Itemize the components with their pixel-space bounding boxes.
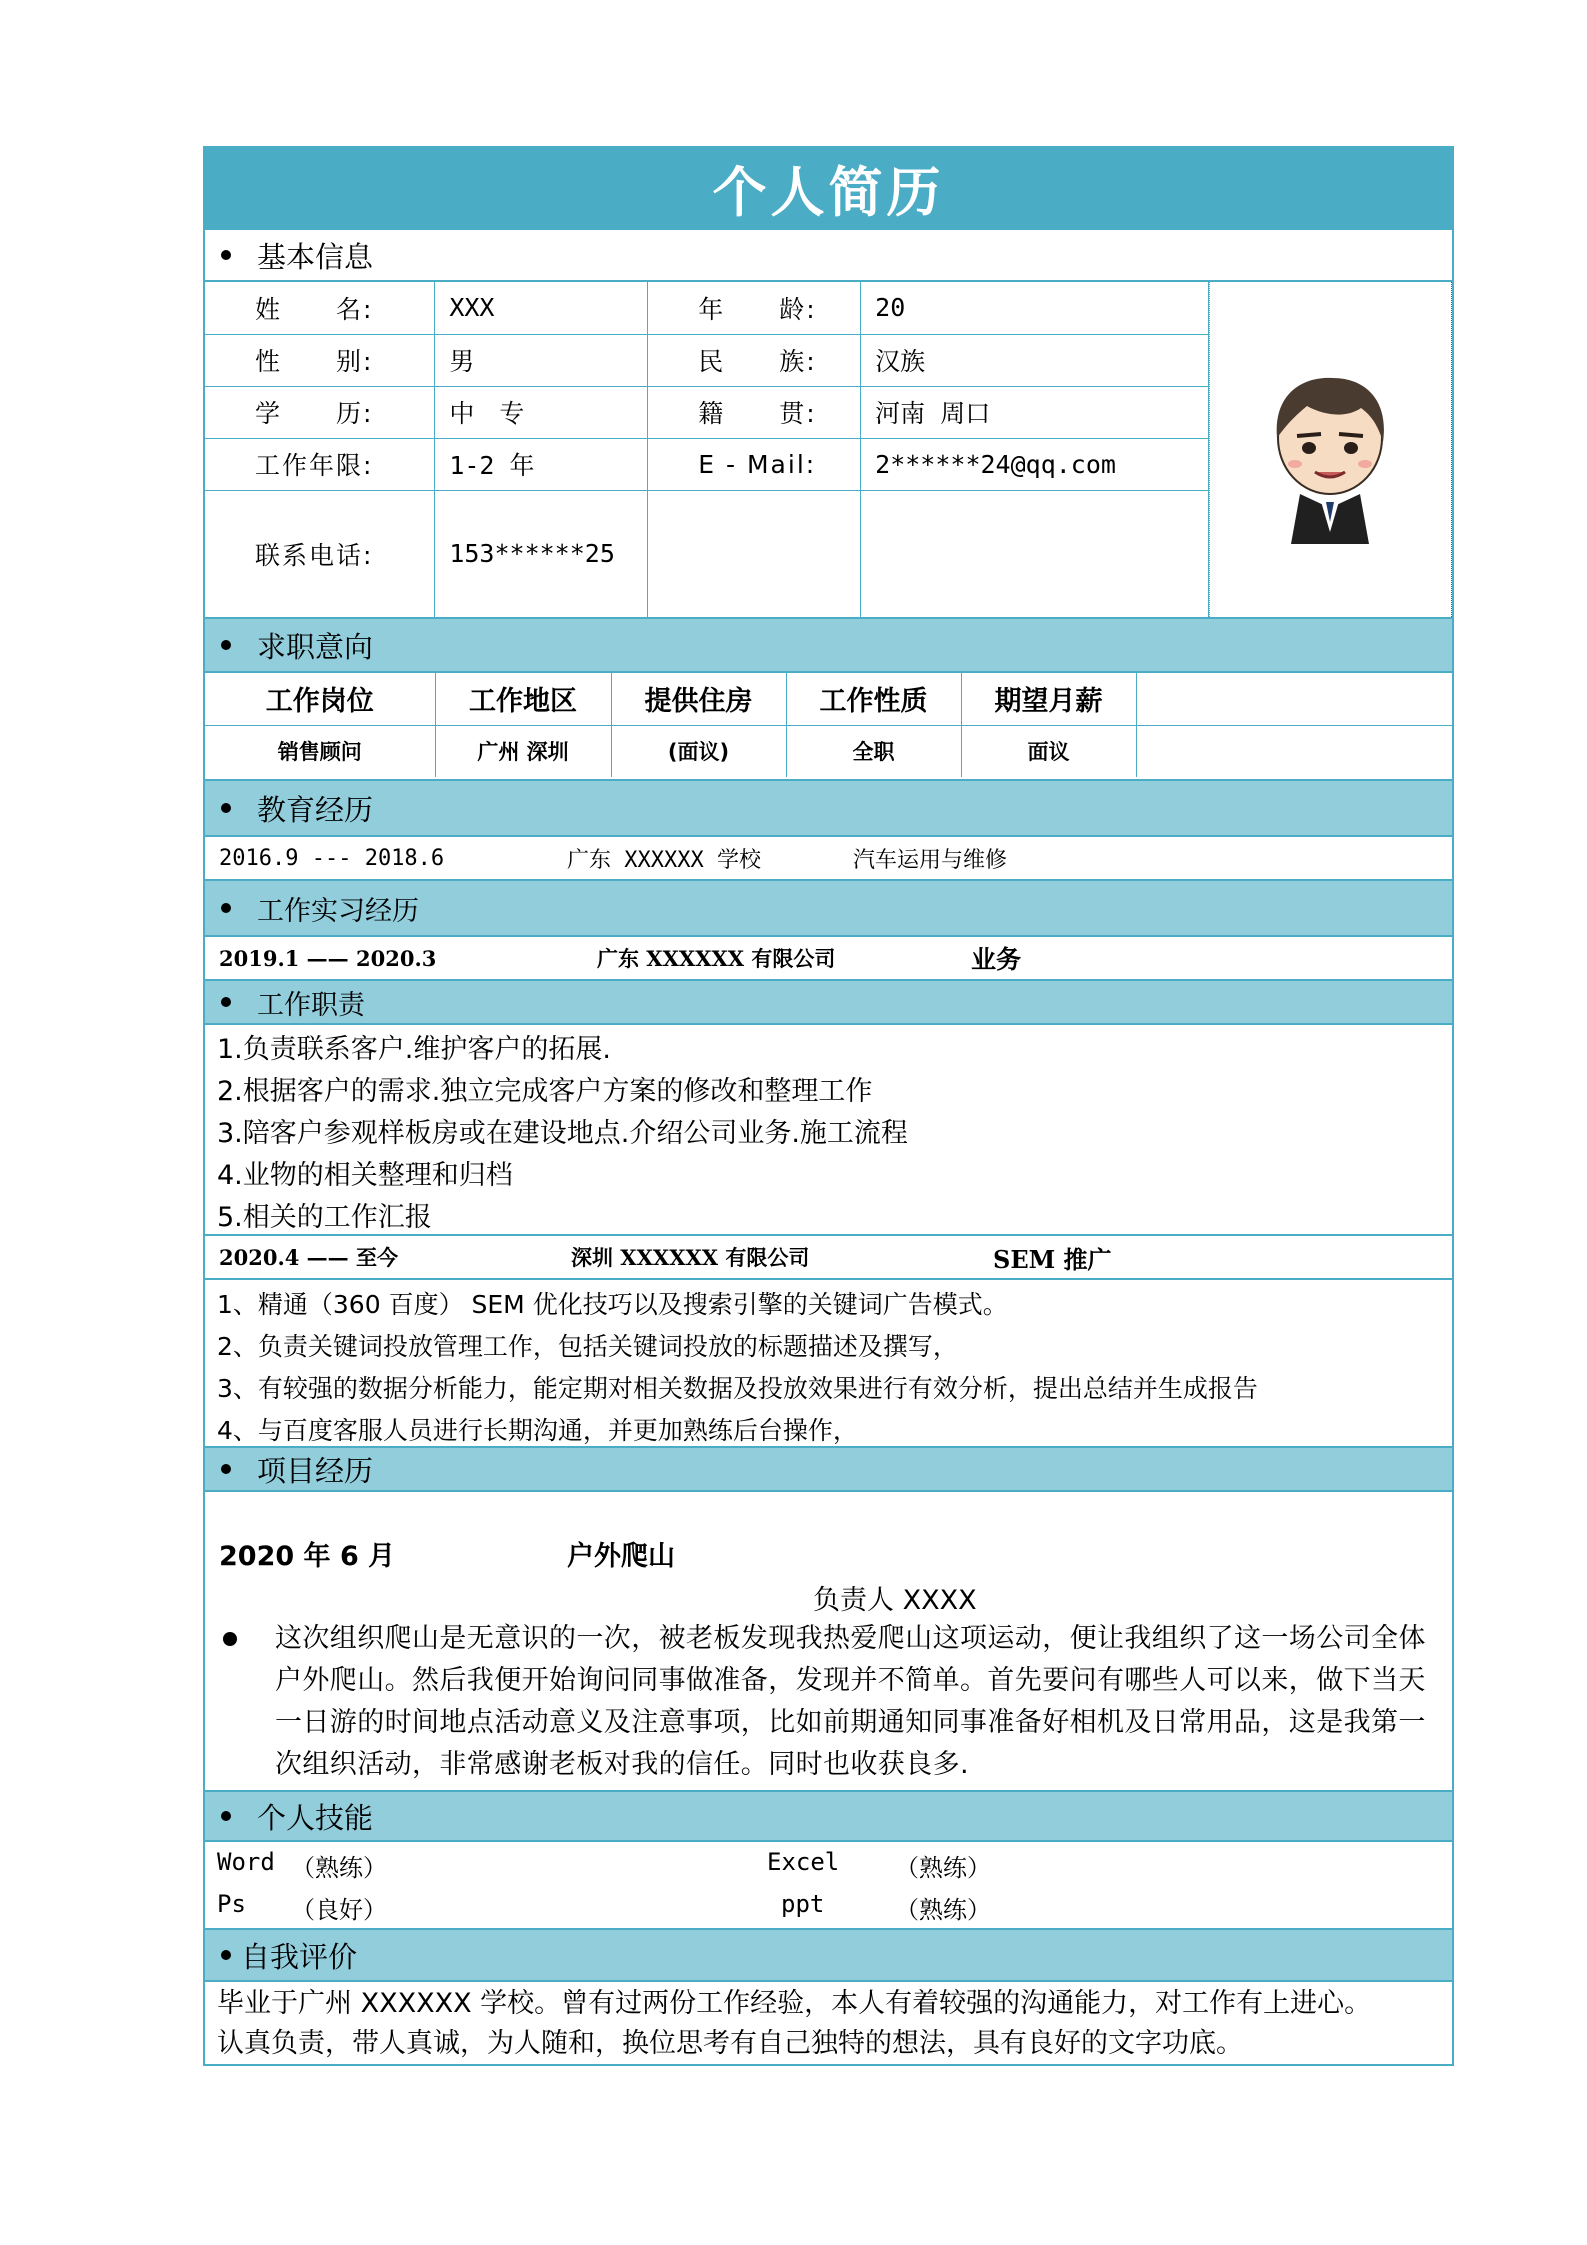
self-eval-box (203, 1982, 1454, 2066)
duty-item: 4、与百度客服人员进行长期沟通，并更加熟练后台操作， (217, 1416, 858, 1445)
avatar-icon (1265, 372, 1395, 552)
name-label: 姓 名: (205, 282, 435, 334)
gender-label: 性 别: (205, 334, 435, 386)
intent-header-region: 工作地区 (435, 673, 611, 725)
section-title: 基本信息 (257, 239, 374, 274)
duty-item: 1.负责联系客户.维护客户的拓展. (217, 1034, 611, 1065)
duty-item: 4.业物的相关整理和归档 (217, 1160, 513, 1191)
phone-label: 联系电话: (205, 490, 435, 617)
section-education (203, 781, 1454, 837)
section-title: 自我评价 (241, 1939, 358, 1974)
project-date: 2020 年 6 月 (219, 1541, 396, 1572)
work1-role: 业务 (971, 945, 1022, 974)
section-duty (203, 981, 1454, 1025)
duty-item: 5.相关的工作汇报 (217, 1202, 432, 1233)
intent-value-salary: 面议 (961, 725, 1136, 777)
work1-row (203, 937, 1454, 981)
section-title: 项目经历 (257, 1453, 374, 1488)
section-title: 求职意向 (257, 629, 374, 664)
intent-header-salary: 期望月薪 (961, 673, 1136, 725)
skill-name: Excel (767, 1848, 840, 1876)
photo-border (1449, 282, 1452, 617)
duty-item: 3.陪客户参观样板房或在建设地点.介绍公司业务.施工流程 (217, 1118, 908, 1149)
bullet-icon (221, 1811, 231, 1821)
work2-company: 深圳 XXXXXX 有限公司 (571, 1245, 810, 1270)
section-basic-info (203, 230, 1454, 282)
intent-header-position: 工作岗位 (205, 673, 435, 725)
origin-value: 河南 周口 (861, 386, 1209, 438)
job-intent-table (205, 673, 1452, 777)
education-label: 学 历: (205, 386, 435, 438)
years-value: 1-2 年 (435, 438, 648, 490)
intent-value-region: 广州 深圳 (435, 725, 611, 777)
years-label: 工作年限: (205, 438, 435, 490)
bullet-icon (223, 1632, 237, 1646)
ethnicity-value: 汉族 (861, 334, 1209, 386)
job-intent-box (203, 673, 1454, 781)
education-value: 中 专 (435, 386, 648, 438)
bullet-icon (221, 803, 231, 813)
intent-value-position: 销售顾问 (205, 725, 435, 777)
age-label: 年 龄: (648, 282, 861, 334)
education-school: 广东 XXXXXX 学校 (567, 847, 761, 873)
duty-item: 2.根据客户的需求.独立完成客户方案的修改和整理工作 (217, 1076, 873, 1107)
empty-cell (1136, 673, 1452, 725)
basic-info-box (203, 282, 1454, 619)
education-row (203, 837, 1454, 881)
duties1-box (203, 1025, 1454, 1236)
self-eval-line: 认真负责，带人真诚，为人随和，换位思考有自己独特的想法，具有良好的文字功底。 (217, 2028, 1243, 2059)
project-desc: 这次组织爬山是无意识的一次，被老板发现我热爱爬山这项运动，便让我组织了这一场公司全体户外爬山。然后我便开始询问同事做准备，发现并不简单。首先要问有哪些人可以来，做下当天一日游的时间地点活动意义及注意事项，比如前期通知同事准备好相机及日常用品，这是我第一次组织活动，非常感谢老板对我的信任。同时也收获良多. (275, 1623, 1426, 1780)
bullet-icon (221, 903, 231, 913)
work2-period: 2020.4 —— 至今 (219, 1245, 398, 1270)
section-project (203, 1448, 1454, 1492)
origin-label: 籍 贯: (648, 386, 861, 438)
ethnicity-label: 民 族: (648, 334, 861, 386)
work1-company: 广东 XXXXXX 有限公司 (597, 946, 836, 971)
project-box (203, 1492, 1454, 1792)
empty-cell (1136, 725, 1452, 777)
section-title: 工作职责 (257, 989, 365, 1021)
basic-info-table (205, 282, 1209, 617)
section-title: 个人技能 (257, 1800, 374, 1835)
resume-title: 个人简历 (712, 160, 945, 224)
work2-row (203, 1236, 1454, 1280)
bullet-icon (221, 997, 231, 1007)
skill-name: Word (217, 1848, 275, 1876)
phone-value: 153******25 (435, 490, 648, 617)
section-title: 工作实习经历 (257, 895, 419, 927)
section-title: 教育经历 (257, 792, 374, 827)
work2-role: SEM 推广 (993, 1244, 1112, 1274)
section-skills (203, 1792, 1454, 1842)
duty-item: 2、负责关键词投放管理工作，包括关键词投放的标题描述及撰写， (217, 1332, 958, 1361)
gender-value: 男 (435, 334, 648, 386)
email-value: 2******24@qq.com (861, 438, 1209, 490)
education-major: 汽车运用与维修 (853, 847, 1008, 873)
name-value: XXX (435, 282, 648, 334)
skill-level: （熟练） (895, 1896, 991, 1924)
title-bar (203, 146, 1454, 230)
empty-cell (861, 490, 1209, 617)
bullet-icon (221, 1464, 231, 1474)
skill-level: （熟练） (291, 1854, 387, 1882)
bullet-icon (221, 1950, 231, 1960)
empty-cell (648, 490, 861, 617)
duty-item: 3、有较强的数据分析能力，能定期对相关数据及投放效果进行有效分析，提出总结并生成报告 (217, 1374, 1258, 1403)
intent-header-type: 工作性质 (786, 673, 961, 725)
skill-name: ppt (781, 1890, 825, 1918)
section-job-intent (203, 619, 1454, 673)
section-self-eval (203, 1930, 1454, 1982)
intent-header-housing: 提供住房 (611, 673, 786, 725)
duty-item: 1、精通（360 百度） SEM 优化技巧以及搜索引擎的关键词广告模式。 (217, 1290, 1008, 1319)
education-period: 2016.9 --- 2018.6 (219, 845, 445, 871)
project-name: 户外爬山 (567, 1541, 675, 1572)
age-value: 20 (861, 282, 1209, 334)
duties2-box (203, 1280, 1454, 1448)
self-eval-line: 毕业于广州 XXXXXX 学校。曾有过两份工作经验，本人有着较强的沟通能力，对工作有上进心。 (217, 1988, 1372, 2019)
resume-page (203, 146, 1454, 2066)
photo-divider (1209, 282, 1212, 617)
email-label: E - Mail: (648, 438, 861, 490)
work1-period: 2019.1 —— 2020.3 (219, 945, 437, 971)
project-owner: 负责人 XXXX (813, 1585, 977, 1616)
bullet-icon (221, 250, 231, 260)
skill-level: （良好） (291, 1896, 387, 1924)
bullet-icon (221, 640, 231, 650)
intent-value-housing: (面议) (611, 725, 786, 777)
section-work (203, 881, 1454, 937)
skills-box (203, 1842, 1454, 1930)
skill-level: （熟练） (895, 1854, 991, 1882)
skill-name: Ps (217, 1890, 246, 1918)
intent-value-type: 全职 (786, 725, 961, 777)
